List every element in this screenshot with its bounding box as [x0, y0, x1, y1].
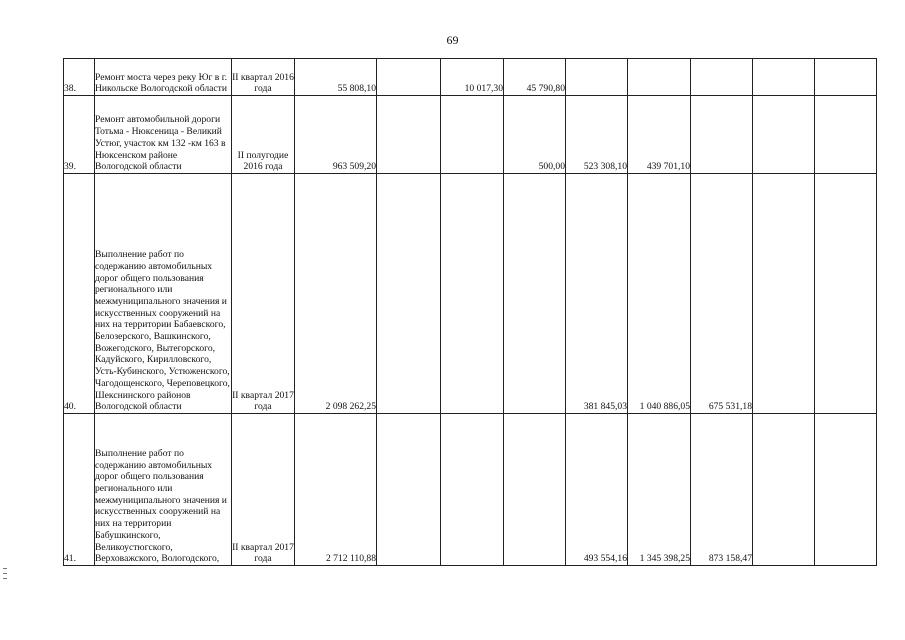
row-total: 963 509,20 — [295, 96, 377, 174]
row-value — [441, 96, 504, 174]
row-value: 45 790,80 — [504, 59, 566, 96]
row-value — [815, 174, 877, 414]
row-total: 2 098 262,25 — [295, 174, 377, 414]
table-row — [64, 414, 877, 566]
row-value: 873 158,47 — [691, 414, 753, 566]
row-value — [691, 96, 753, 174]
row-description: Выполнение работ по содержанию автомобильных дорог общего пользования регионального или межмуниципального значения и искусственных сооружений на них на территории Бабаевского, Белозерского, Вашкинского, Вожегодского, Вытегорского, Кадуйского, Кирилловского, Усть-Кубинского, Устюженского, Чагодощенского, Череповецкого, Шекснинского районов Вологодской области — [95, 174, 232, 414]
row-value: 1 040 886,05 — [628, 174, 691, 414]
row-value — [628, 59, 691, 96]
row-description: Ремонт автомобильной дороги Тотьма - Нюксеница - Великий Устюг, участок км 132 -км 163 в Нюксенском районе Вологодской области — [95, 96, 232, 174]
row-description: Выполнение работ по содержанию автомобильных дорог общего пользования регионального или межмуниципального значения и искусственных сооружений на них на территории Бабушкинского, Великоустюгского, Верховажского, Вологодского, — [95, 414, 232, 566]
margin-tick-mark — [3, 573, 7, 574]
table-row — [64, 59, 877, 96]
row-total: 55 808,10 — [295, 59, 377, 96]
page-number: 69 — [446, 33, 459, 47]
row-value — [753, 96, 815, 174]
row-total: 2 712 110,88 — [295, 414, 377, 566]
row-value — [504, 414, 566, 566]
row-number: 40. — [64, 174, 95, 414]
row-term: II квартал 2016 года — [232, 59, 295, 96]
row-value — [377, 96, 441, 174]
row-description: Ремонт моста через реку Юг в г. Никольске Вологодской области — [95, 59, 232, 96]
row-number: 38. — [64, 59, 95, 96]
row-value — [377, 59, 441, 96]
table-row — [64, 96, 877, 174]
row-value — [566, 59, 628, 96]
row-term: II квартал 2017 года — [232, 174, 295, 414]
row-value — [441, 414, 504, 566]
table-row — [64, 174, 877, 414]
row-number: 39. — [64, 96, 95, 174]
row-value: 500,00 — [504, 96, 566, 174]
row-value — [377, 174, 441, 414]
row-value — [753, 414, 815, 566]
row-value — [815, 59, 877, 96]
margin-tick-mark — [3, 568, 7, 569]
row-value: 439 701,10 — [628, 96, 691, 174]
row-value — [377, 414, 441, 566]
row-value — [753, 174, 815, 414]
row-value — [691, 59, 753, 96]
row-value: 493 554,16 — [566, 414, 628, 566]
row-value — [815, 414, 877, 566]
row-value: 10 017,30 — [441, 59, 504, 96]
row-value — [815, 96, 877, 174]
row-value — [753, 59, 815, 96]
row-number: 41. — [64, 414, 95, 566]
row-term: II квартал 2017 года — [232, 414, 295, 566]
row-value — [504, 174, 566, 414]
row-value — [441, 174, 504, 414]
margin-tick-mark — [3, 578, 7, 579]
row-value: 675 531,18 — [691, 174, 753, 414]
budget-table — [63, 58, 877, 566]
row-term: II полугодие 2016 года — [232, 96, 295, 174]
row-value: 523 308,10 — [566, 96, 628, 174]
row-value: 381 845,03 — [566, 174, 628, 414]
row-value: 1 345 398,25 — [628, 414, 691, 566]
